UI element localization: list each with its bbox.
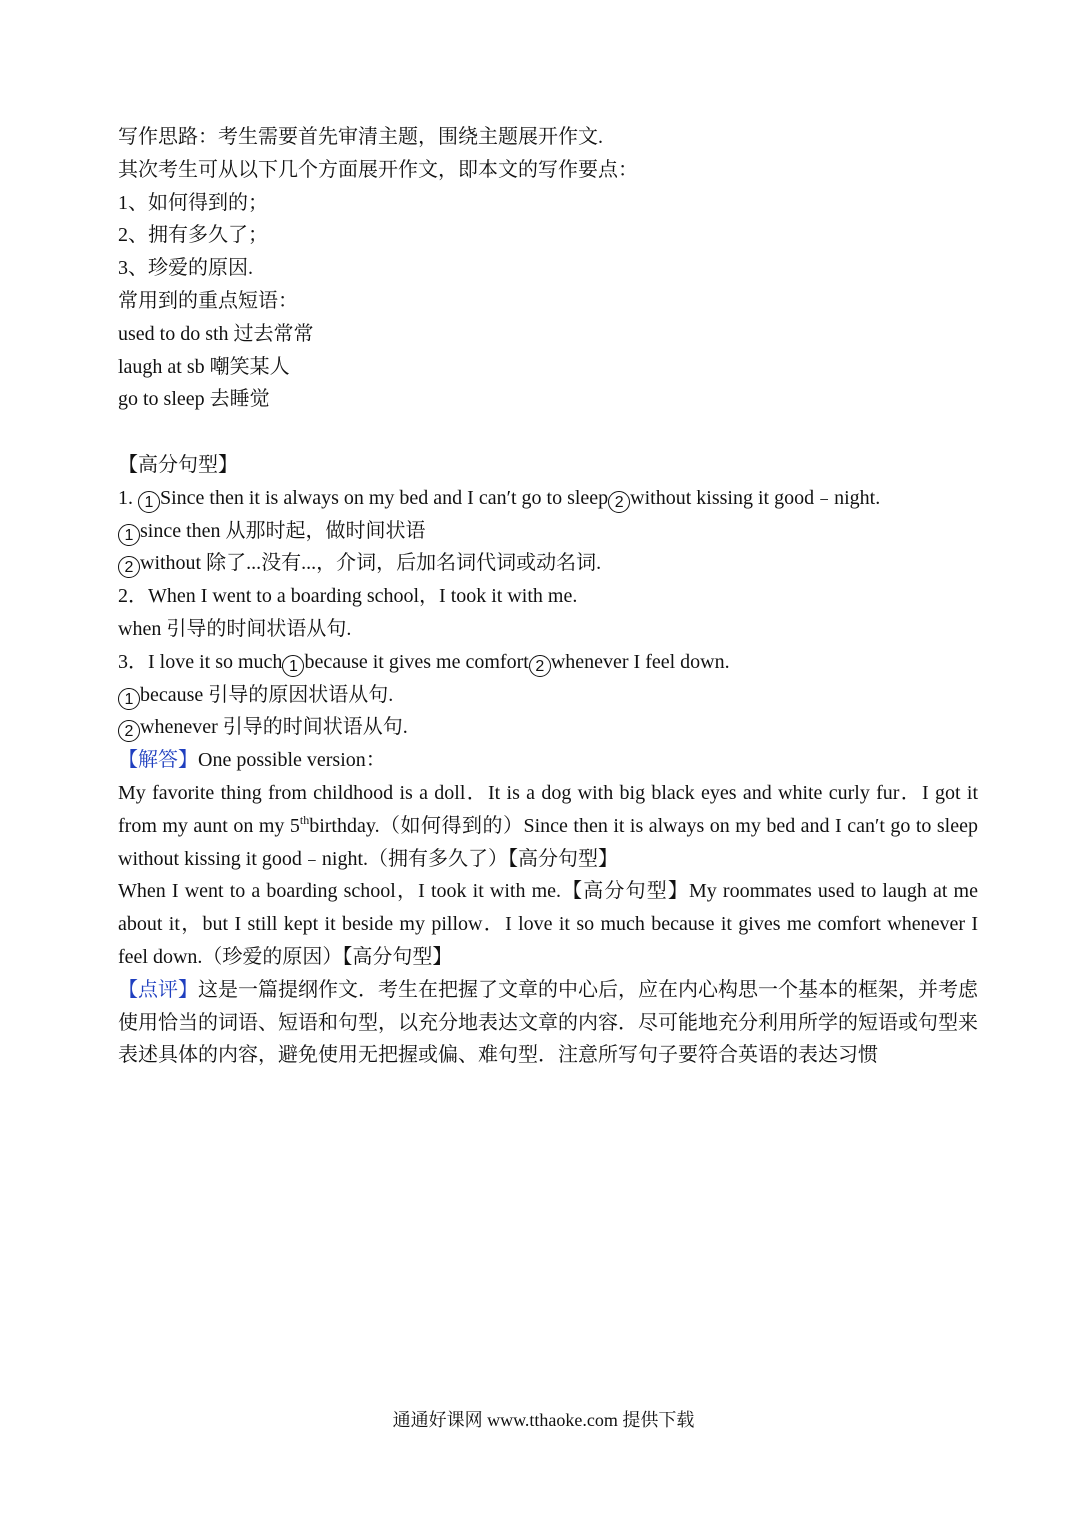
page-footer: 通通好课网 www.tthaoke.com 提供下载: [392, 1410, 695, 1430]
high-score-heading: 【高分句型】: [118, 453, 238, 476]
point-2: 2、拥有多久了；: [118, 224, 268, 247]
answer-intro: One possible version：: [198, 749, 386, 772]
circled-number-1: 1: [118, 688, 140, 710]
point-1: 1、如何得到的；: [118, 191, 268, 214]
answer-p1-part-a: My favorite thing from childhood is a doll．It is a dog with big black eyes and white curly fur．I got it from my aunt on my 5: [118, 781, 978, 837]
answer-paragraph-2: When I went to a boarding school，I took it with me.【高分句型】My roommates used to laugh at me about it，but I still kept it beside my pillow．I love it so much because it gives me comfort whenever I feel down.（珍爱的原因）【高分句型】: [118, 880, 978, 968]
circled-number-2: 2: [118, 720, 140, 742]
sentence-3-part-c: whenever I feel down.: [550, 650, 730, 673]
circled-number-2: 2: [608, 491, 630, 513]
point-3: 3、珍爱的原因.: [118, 257, 253, 280]
thinking-line-1: 写作思路：考生需要首先审清主题，围绕主题展开作文.: [118, 126, 603, 148]
comment-text: 这是一篇提纲作文．考生在把握了文章的中心后，应在内心构思一个基本的框架，并考虑使用恰当的词语、短语和句型，以充分地表达文章的内容．尽可能地充分利用所学的短语或句型来表述具体的内容，避免使用无把握或偏、难句型．注意所写句子要符合英语的表达习惯: [118, 978, 978, 1067]
phrase-3: go to sleep 去睡觉: [118, 388, 270, 411]
circled-number-1: 1: [118, 524, 140, 546]
note-2: when 引导的时间状语从句.: [118, 617, 352, 640]
note-1a-text: since then 从那时起，做时间状语: [140, 519, 426, 542]
phrase-1: used to do sth 过去常常: [118, 322, 314, 345]
document-body: [118, 121, 978, 1072]
note-3a-text: because 引导的原因状语从句.: [140, 683, 394, 706]
answer-p1-part-b: birthday.（如何得到的）Since then it is always on my bed and I can′t go to sleep without kissing it good﹣night.（拥有多久了）【高分句型】: [118, 814, 978, 870]
circled-number-1: 1: [138, 491, 160, 513]
answer-label: 【解答】: [118, 749, 198, 772]
note-3a: [118, 679, 978, 712]
note-1b: [118, 547, 978, 580]
circled-number-1: 1: [282, 655, 304, 677]
phrase-2: laugh at sb 嘲笑某人: [118, 355, 290, 378]
answer-paragraph-1: [118, 777, 978, 875]
circled-number-2: 2: [118, 556, 140, 578]
thinking-line-2: 其次考生可从以下几个方面展开作文，即本文的写作要点：: [118, 158, 638, 181]
sentence-3-part-a: 3．I love it so much: [118, 650, 283, 673]
sentence-1-part-b: without kissing it good﹣night.: [630, 486, 881, 509]
sentence-1-number: 1.: [118, 486, 138, 509]
note-1a: [118, 515, 978, 548]
note-3b-text: whenever 引导的时间状语从句.: [140, 716, 408, 739]
sentence-3: [118, 646, 978, 679]
answer-heading: [118, 744, 978, 777]
note-3b: [118, 711, 978, 744]
sentence-3-part-b: because it gives me comfort: [304, 650, 529, 673]
sentence-2: 2．When I went to a boarding school，I took it with me.: [118, 585, 578, 608]
blank-line: [118, 416, 978, 449]
sentence-1-part-a: Since then it is always on my bed and I can′t go to sleep: [160, 486, 609, 509]
comment-label: 【点评】: [118, 978, 198, 1001]
phrases-title: 常用到的重点短语：: [118, 289, 298, 312]
comment-paragraph: [118, 974, 978, 1072]
ordinal-suffix: th: [299, 812, 310, 827]
note-1b-text: without 除了...没有...，介词，后加名词代词或动名词.: [140, 552, 602, 575]
sentence-1: [118, 482, 978, 515]
circled-number-2: 2: [529, 655, 551, 677]
